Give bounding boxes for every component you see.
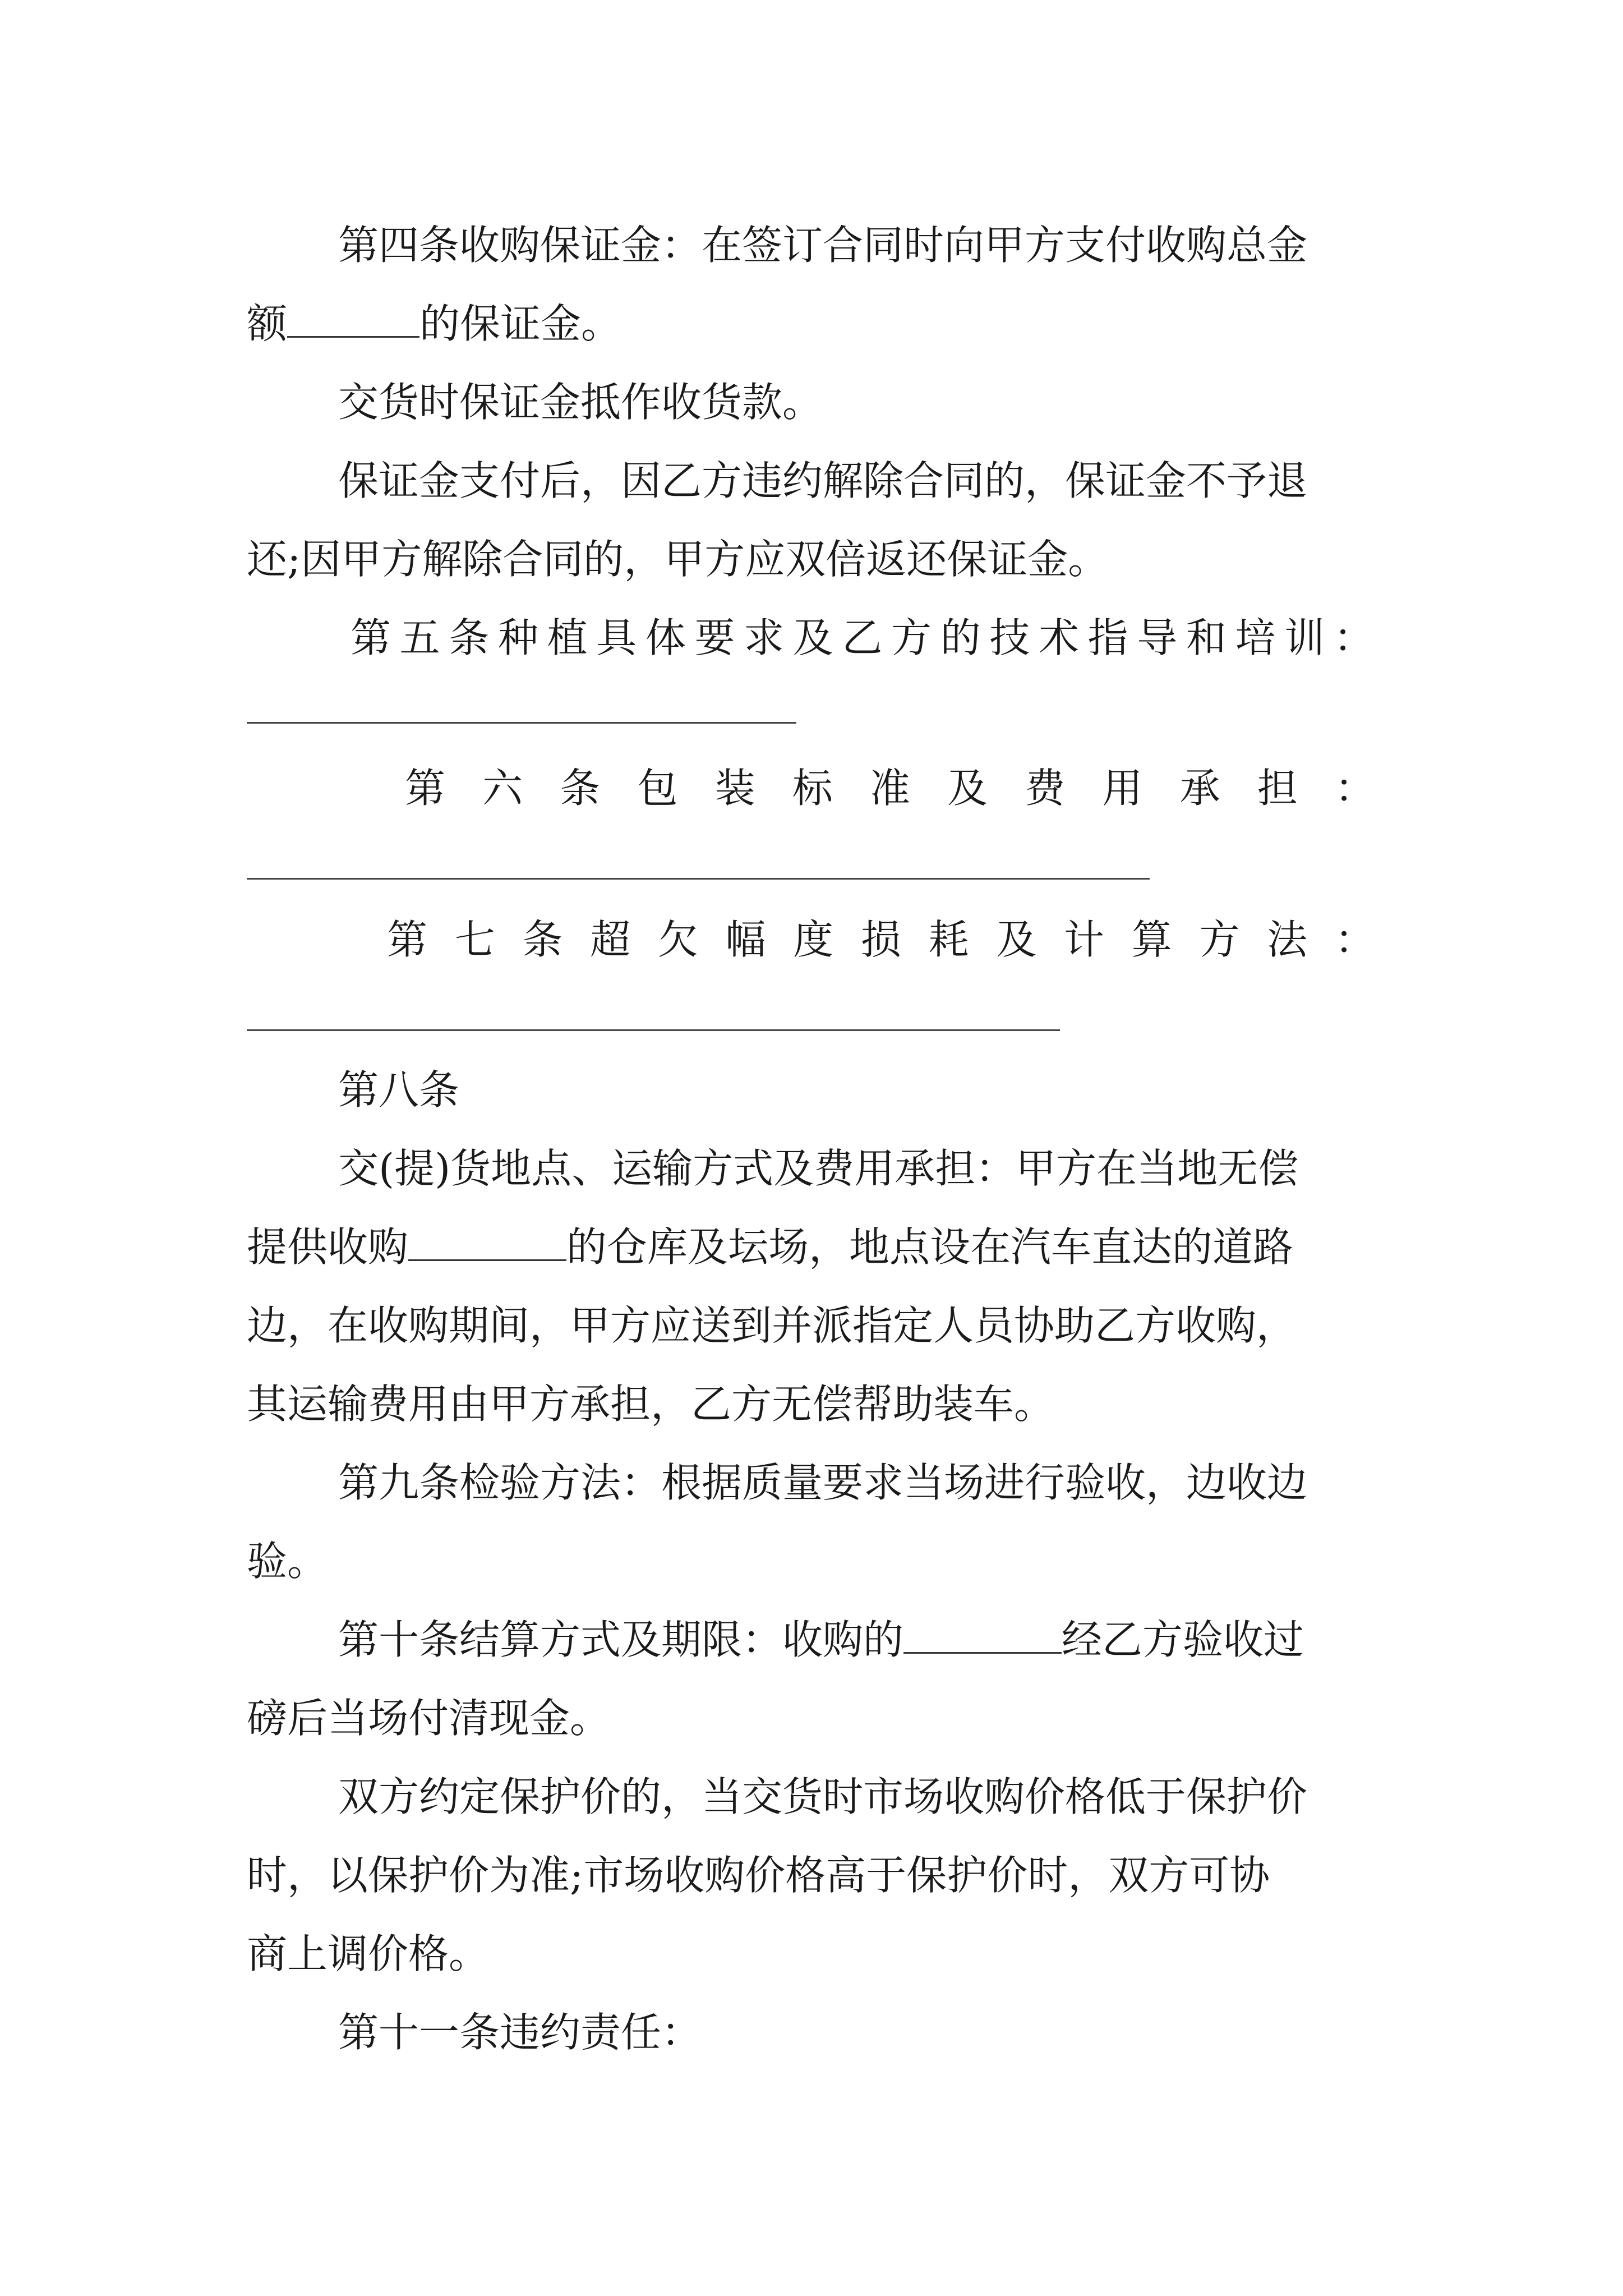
article-6-char: 承 bbox=[1179, 765, 1220, 812]
article-10-line-1-end: 经乙方验收过 bbox=[1062, 1616, 1304, 1663]
article-7-char: 超 bbox=[590, 916, 631, 963]
article-7-char: ： bbox=[1334, 916, 1375, 963]
article-7-char: 计 bbox=[1064, 916, 1105, 963]
article-9-line-2: 验。 bbox=[247, 1538, 328, 1585]
article-5-char: 的 bbox=[940, 614, 981, 661]
article-5-char: 术 bbox=[1038, 614, 1079, 661]
article-4-paragraph-2: 交货时保证金抵作收货款。 bbox=[338, 379, 823, 426]
article-6-char: 装 bbox=[714, 765, 755, 812]
article-6-char: 第 bbox=[405, 765, 446, 812]
article-7-char: 法 bbox=[1267, 916, 1308, 963]
article-8-line-2 bbox=[247, 1219, 1293, 1275]
article-5-char: 和 bbox=[1186, 614, 1227, 661]
article-6-char: 条 bbox=[560, 765, 601, 812]
article-5-char: 导 bbox=[1137, 614, 1178, 661]
article-7-char: 幅 bbox=[725, 916, 766, 963]
article-7-char: 度 bbox=[793, 916, 834, 963]
article-6-fill-in-line bbox=[247, 878, 1150, 880]
article-4-paragraph-3-line-1: 保证金支付后，因乙方违约解除合同的，保证金不予退 bbox=[338, 457, 1308, 504]
article-10-paragraph-2-line-2: 时，以保护价为准;市场收购价格高于保护价时，双方可协 bbox=[247, 1852, 1270, 1899]
article-7-heading bbox=[387, 912, 1375, 968]
article-10-line-1-start: 第十条结算方式及期限：收购的 bbox=[338, 1616, 904, 1663]
article-6-char: 准 bbox=[869, 765, 910, 812]
article-7-char: 算 bbox=[1131, 916, 1172, 963]
article-5-char: 第 bbox=[351, 614, 391, 661]
article-4-line-2-start: 额 bbox=[247, 300, 288, 347]
article-4-line-2 bbox=[247, 296, 621, 352]
article-5-char: 体 bbox=[645, 614, 686, 661]
article-5-char: 要 bbox=[694, 614, 735, 661]
article-6-char: 用 bbox=[1102, 765, 1143, 812]
article-4-line-2-end: 的保证金。 bbox=[419, 300, 622, 347]
article-6-char: 担 bbox=[1257, 765, 1298, 812]
article-10-line-1 bbox=[338, 1612, 1304, 1668]
article-5-char: 技 bbox=[989, 614, 1030, 661]
article-7-char: 条 bbox=[522, 916, 563, 963]
article-5-fill-in-line bbox=[247, 722, 796, 724]
article-7-char: 损 bbox=[860, 916, 901, 963]
article-7-fill-in-line bbox=[247, 1029, 1060, 1031]
article-5-char: 及 bbox=[792, 614, 833, 661]
article-5-char: 具 bbox=[596, 614, 637, 661]
article-5-char: 乙 bbox=[842, 614, 883, 661]
deposit-amount-blank bbox=[287, 301, 419, 338]
purchase-item-blank bbox=[408, 1225, 566, 1261]
article-7-char: 七 bbox=[454, 916, 495, 963]
article-5-char: 求 bbox=[744, 614, 785, 661]
article-5-char: 种 bbox=[497, 614, 538, 661]
article-10-line-2: 磅后当场付清现金。 bbox=[247, 1695, 611, 1742]
article-8-line-2-end: 的仓库及坛场，地点设在汽车直达的道路 bbox=[566, 1223, 1294, 1271]
article-5-heading bbox=[351, 610, 1374, 666]
article-8-title: 第八条 bbox=[338, 1066, 460, 1114]
article-4-paragraph-3-line-2: 还;因甲方解除合同的，甲方应双倍返还保证金。 bbox=[247, 536, 1109, 583]
article-6-char: ： bbox=[1334, 765, 1375, 812]
article-5-char: 五 bbox=[399, 614, 440, 661]
article-5-char: 培 bbox=[1235, 614, 1276, 661]
article-6-char: 费 bbox=[1025, 765, 1066, 812]
article-11-title: 第十一条违约责任： bbox=[338, 2009, 702, 2056]
article-6-char: 标 bbox=[792, 765, 833, 812]
settlement-item-blank bbox=[903, 1617, 1062, 1654]
article-9-line-1: 第九条检验方法：根据质量要求当场进行验收，边收边 bbox=[338, 1459, 1308, 1506]
article-8-line-1: 交(提)货地点、运输方式及费用承担：甲方在当地无偿 bbox=[338, 1145, 1299, 1192]
article-8-line-4: 其运输费用由甲方承担，乙方无偿帮助装车。 bbox=[247, 1381, 1055, 1428]
article-7-char: 欠 bbox=[657, 916, 698, 963]
article-10-paragraph-2-line-3: 商上调价格。 bbox=[247, 1930, 490, 1977]
article-7-char: 耗 bbox=[928, 916, 969, 963]
article-6-char: 包 bbox=[637, 765, 678, 812]
article-4-line-1: 第四条收购保证金：在签订合同时向甲方支付收购总金 bbox=[338, 222, 1308, 269]
article-10-paragraph-2-line-1: 双方约定保护价的，当交货时市场收购价格低于保护价 bbox=[338, 1773, 1308, 1820]
article-7-char: 第 bbox=[387, 916, 428, 963]
article-8-line-3: 边，在收购期间，甲方应送到并派指定人员协助乙方收购， bbox=[247, 1302, 1297, 1349]
article-5-char: 植 bbox=[547, 614, 588, 661]
article-5-char: 指 bbox=[1087, 614, 1128, 661]
article-7-char: 及 bbox=[996, 916, 1037, 963]
article-5-char: 条 bbox=[449, 614, 490, 661]
article-6-char: 六 bbox=[482, 765, 523, 812]
article-6-char: 及 bbox=[947, 765, 988, 812]
article-8-line-2-start: 提供收购 bbox=[247, 1223, 409, 1271]
article-5-char: ： bbox=[1333, 614, 1374, 661]
article-7-char: 方 bbox=[1199, 916, 1240, 963]
article-5-char: 训 bbox=[1284, 614, 1325, 661]
article-5-char: 方 bbox=[891, 614, 932, 661]
article-6-heading bbox=[405, 760, 1375, 816]
